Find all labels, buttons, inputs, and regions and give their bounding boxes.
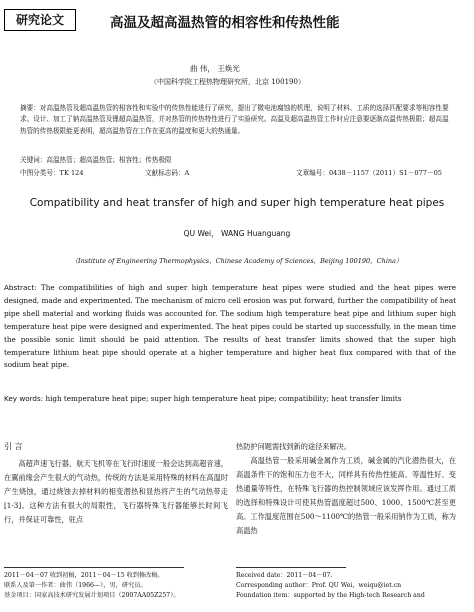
english-keywords <box>4 393 456 406</box>
intro-paragraph-left: 高超声速飞行器、航天飞机等在飞行时速度一般会达到高超音速，在翼前缘会产生很大的气动热，传统的方法是采用特殊的材料在高温时产生烧蚀，通过烧蚀去掉材料的相变潜热和显热将产生的气动热带走[1-3]。这种方法有很大的局限性，飞行器特殊飞行器能够长时间飞行，并保证可靠性，驻点 <box>4 459 228 524</box>
intro-paragraph-right-2: 高温热管一般采用碱金属作为工质，碱金属的汽化潜热很大，在高温条件下的饱和压力也不大，同样具有传热性能高、等温性好、变热通量等特性，在特殊飞行器的热控制领域应该发挥作用。通过工质的选择和特殊设计可使其热管温度超过500、1000、1500℃甚至更高。工作温度范围在500～1100℃的热管一般采用钠作为工质，称为高温热 <box>236 456 456 535</box>
chinese-abstract: 摘要：对高温热管及超高温热管的相容性和实验中的传热性能进行了研究，提出了微电池腐蚀的机理，说明了材料、工质的选择匹配要求等相容性要求。设计、加工了钠高温热管及锂超高温热管，并对热管的传热特性进行了实验研究。高温及超高温热管工作时应注意要逐渐高温传热极限；超高温热管的传热极限能更表明，超高温热管在工作在更高的温度和更大的热通量。 <box>20 104 449 135</box>
class-number: 中图分类号：TK 124 <box>20 169 84 177</box>
section-heading: 引 言 <box>4 442 23 451</box>
footnotes-chinese <box>4 571 228 601</box>
keywords-text: high temperature heat pipe; super high temperature heat pipe; compatibility; heat transfer limits <box>45 394 402 403</box>
chinese-authors: 曲 伟， 王焕光 <box>190 64 240 73</box>
footnote-received: 2011－04－07 收到初稿，2011－04－15 收到修改稿。 <box>4 572 164 579</box>
classification-line <box>20 168 452 179</box>
english-affiliation: （Institute of Engineering Thermophysics，Chinese Academy of Sciences，Beijing 100190，China） <box>71 257 403 265</box>
chinese-affiliation: （中国科学院工程热物理研究所，北京 100190） <box>150 78 305 86</box>
english-abstract <box>4 282 456 372</box>
footnote-divider-right <box>236 567 346 568</box>
footnotes-english <box>236 571 466 601</box>
footnote-received-date: Received date：2011－04－07. <box>236 572 333 579</box>
abstract-text: The compatibilities of high and super high temperature heat pipes were studied and the heat pipes were designed, made and experimented. The mechanism of micro cell erosion was put forward, further the compatibility of heat pipe shell material and working fluids was accounted for. The sodium high temperature heat pipe and lithium super high temperature heat pipe were designed and experimented. The heat pipes could be started up successfully, in the mean time the possible sonic limit should be paid attention. The results of heat transfer limits showed that the super high temperature lithium heat pipe should operate at a higher temperature and higher heat flux compared with that of the sodium heat pipe. <box>4 283 456 370</box>
english-title: Compatibility and heat transfer of high and super high temperature heat pipes <box>29 197 445 209</box>
intro-paragraph-right-1: 热防护问题需找到新的途径来解决。 <box>236 442 352 451</box>
body-left-column <box>4 440 228 527</box>
body-right-column <box>236 440 456 538</box>
footnote-divider-left <box>4 567 184 568</box>
footnote-foundation-item: Foundation item：supported by the High-tech Research and <box>236 592 425 599</box>
chinese-title: 高温及超高温热管的相容性和传热性能 <box>110 15 340 31</box>
abstract-label: Abstract: <box>4 283 37 292</box>
footnote-contact: 联系人及第一作者：曲伟（1966—），男，研究员。 <box>4 582 147 589</box>
document-code: 文献标志码：A <box>145 169 190 177</box>
footnote-corresponding-author: Corresponding author：Prof. QU Wei，weiqu@iet.cn <box>236 582 402 589</box>
chinese-keywords: 关键词：高温热管；超高温热管；相容性；传热极限 <box>20 156 172 164</box>
english-authors: QU Wei， WANG Huanguang <box>183 229 291 238</box>
article-number: 文章编号：0438－1157（2011）S1－077－05 <box>296 169 442 177</box>
column-tag: 研究论文 <box>4 9 76 31</box>
keywords-label: Key words: <box>4 394 44 403</box>
footnote-funding: 基金项目：国家高技术研究发展计划项目（2007AA05Z257）。 <box>4 592 180 599</box>
